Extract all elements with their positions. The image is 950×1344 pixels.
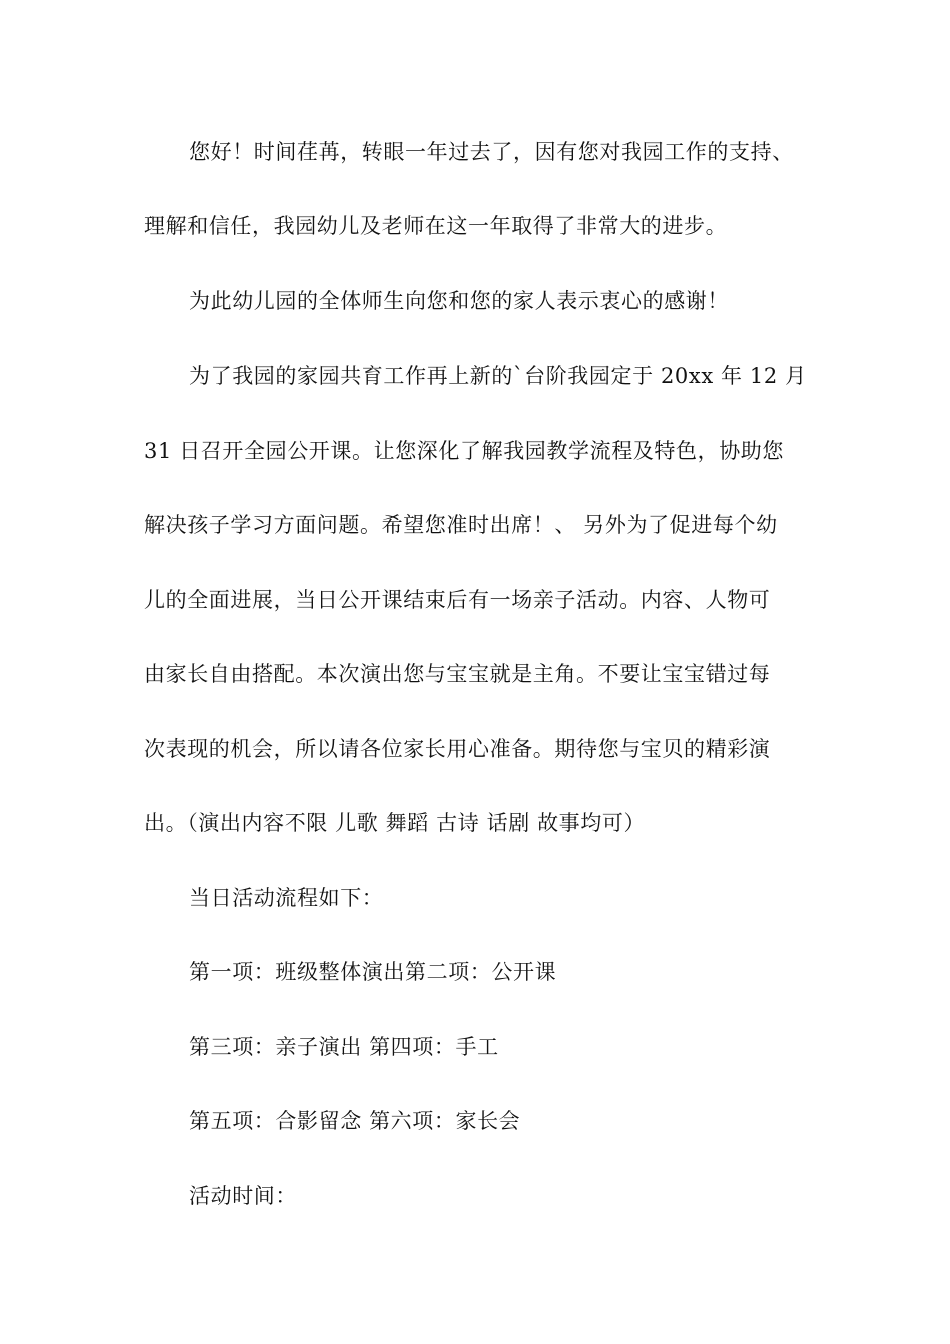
paragraph-event-line-6: 次表现的机会，所以请各位家长用心准备。期待您与宝贝的精彩演 [144,737,771,761]
schedule-item-1-2: 第一项：班级整体演出第二项：公开课 [189,960,557,984]
schedule-item-3-4: 第三项：亲子演出 第四项：手工 [189,1035,499,1059]
paragraph-event-line-2: 31 日召开全园公开课。让您深化了解我园教学流程及特色，协助您 [144,439,784,463]
paragraph-event-line-3: 解决孩子学习方面问题。希望您准时出席！、 另外为了促进每个幼 [144,513,778,537]
paragraph-greeting-line-1: 您好！时间荏苒，转眼一年过去了，因有您对我园工作的支持、 [189,140,794,164]
paragraph-event-line-1: 为了我园的家园共育工作再上新的`台阶我园定于 20xx 年 12 月 [189,364,807,388]
paragraph-event-line-5: 由家长自由搭配。本次演出您与宝宝就是主角。不要让宝宝错过每 [144,662,771,686]
schedule-heading: 当日活动流程如下： [189,886,384,910]
schedule-item-5-6: 第五项：合影留念 第六项：家长会 [189,1109,521,1133]
paragraph-thanks: 为此幼儿园的全体师生向您和您的家人表示衷心的感谢！ [189,289,729,313]
paragraph-greeting-line-2: 理解和信任，我园幼儿及老师在这一年取得了非常大的进步。 [144,214,728,238]
activity-time-label: 活动时间： [189,1184,297,1208]
paragraph-event-line-7: 出。（演出内容不限 儿歌 舞蹈 古诗 话剧 故事均可） [144,811,646,835]
paragraph-event-line-4: 儿的全面进展，当日公开课结束后有一场亲子活动。内容、人物可 [144,588,771,612]
